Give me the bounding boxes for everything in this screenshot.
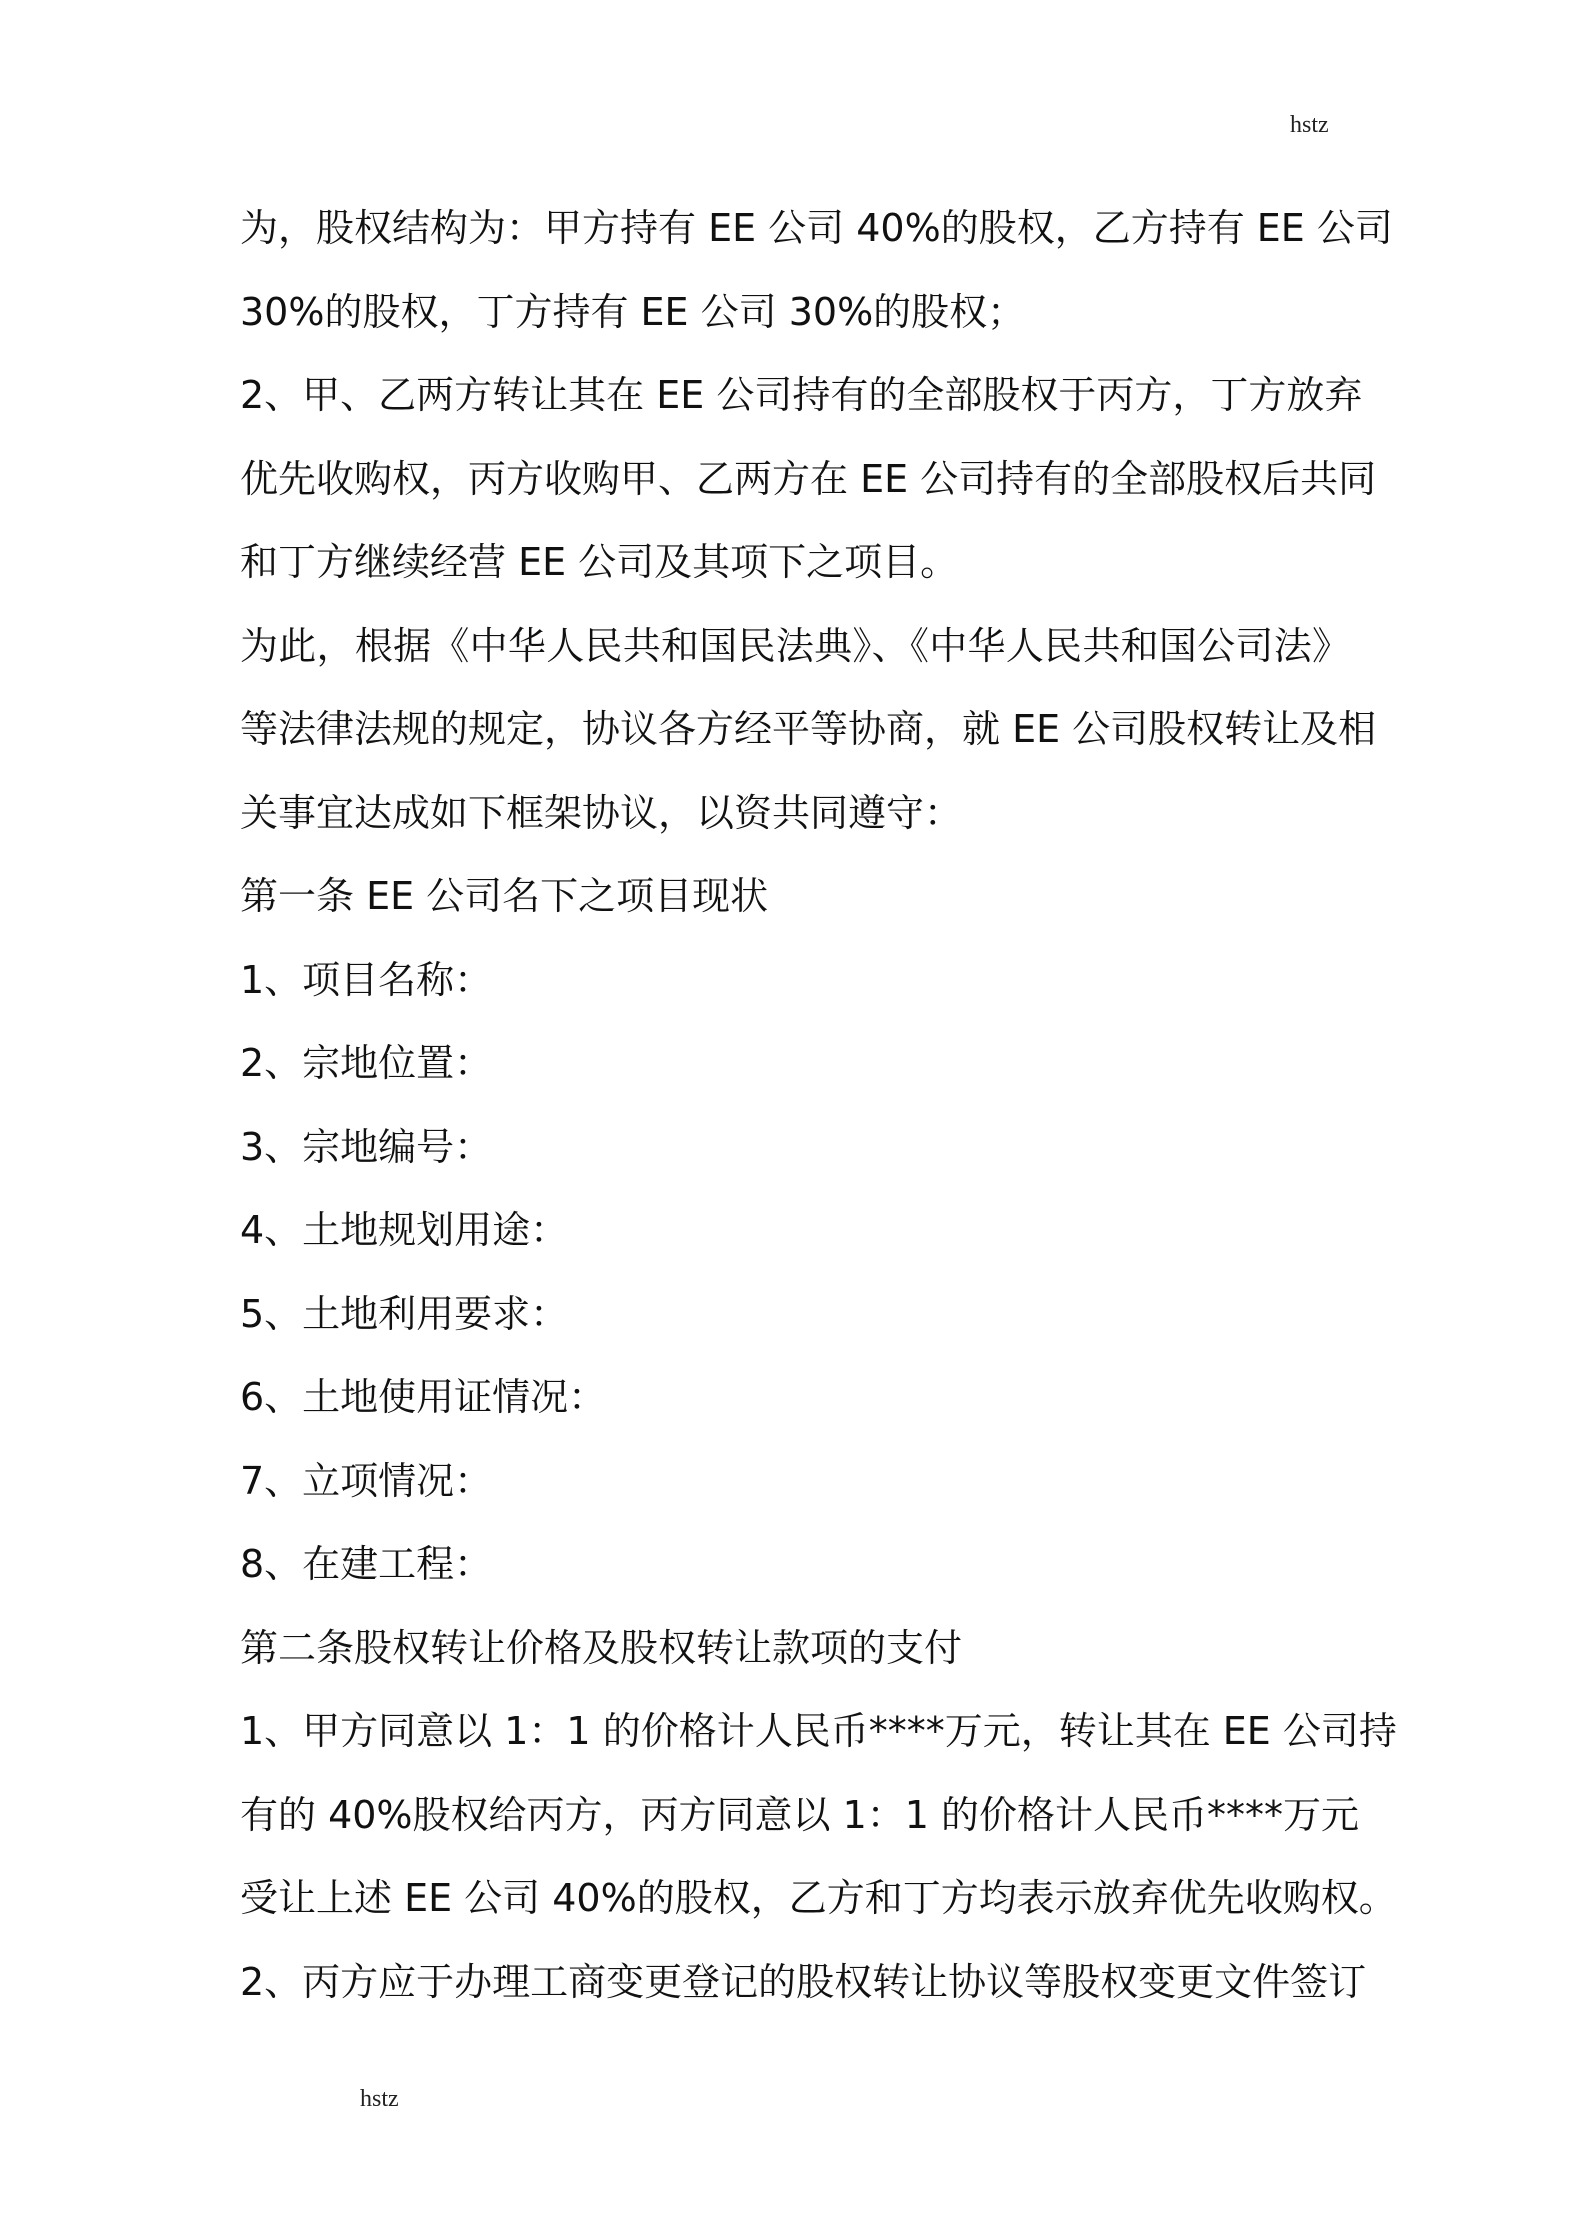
paragraph-line: 2、丙方应于办理工商变更登记的股权转让协议等股权变更文件签订 xyxy=(240,1959,1367,2004)
section-heading: 第一条 EE 公司名下之项目现状 xyxy=(240,874,769,918)
paragraph-line: 有的 40%股权给丙方，丙方同意以 1：1 的价格计人民币****万元 xyxy=(240,1792,1360,1837)
list-item: 4、土地规划用途： xyxy=(240,1208,569,1252)
paragraph-line: 1、甲方同意以 1：1 的价格计人民币****万元，转让其在 EE 公司持 xyxy=(240,1709,1397,1753)
page-header-mark: hstz xyxy=(1290,112,1329,138)
list-item: 1、项目名称： xyxy=(240,957,493,1002)
list-item: 5、土地利用要求： xyxy=(240,1291,569,1336)
paragraph-line: 为此，根据《中华人民共和国民法典》、《中华人民共和国公司法》 xyxy=(240,623,1350,668)
paragraph-line: 受让上述 EE 公司 40%的股权，乙方和丁方均表示放弃优先收购权。 xyxy=(240,1876,1397,1920)
list-item: 7、立项情况： xyxy=(240,1458,493,1503)
paragraph-line: 2、甲、乙两方转让其在 EE 公司持有的全部股权于丙方，丁方放弃 xyxy=(240,373,1363,417)
page-footer-mark: hstz xyxy=(360,2086,399,2112)
paragraph-line: 关事宜达成如下框架协议，以资共同遵守： xyxy=(240,790,963,835)
section-heading: 第二条股权转让价格及股权转让款项的支付 xyxy=(240,1625,963,1670)
list-item: 2、宗地位置： xyxy=(240,1041,493,1085)
list-item: 8、在建工程： xyxy=(240,1542,493,1586)
paragraph-line: 和丁方继续经营 EE 公司及其项下之项目。 xyxy=(240,540,959,584)
list-item: 6、土地使用证情况： xyxy=(240,1375,607,1419)
paragraph-line: 等法律法规的规定，协议各方经平等协商，就 EE 公司股权转让及相 xyxy=(240,707,1377,751)
paragraph-line: 为，股权结构为：甲方持有 EE 公司 40%的股权，乙方持有 EE 公司 xyxy=(240,206,1393,250)
paragraph-line: 优先收购权，丙方收购甲、乙两方在 EE 公司持有的全部股权后共同 xyxy=(240,456,1377,501)
paragraph-line: 30%的股权，丁方持有 EE 公司 30%的股权； xyxy=(240,289,1026,334)
document-body xyxy=(240,200,1397,2037)
list-item: 3、宗地编号： xyxy=(240,1124,493,1169)
